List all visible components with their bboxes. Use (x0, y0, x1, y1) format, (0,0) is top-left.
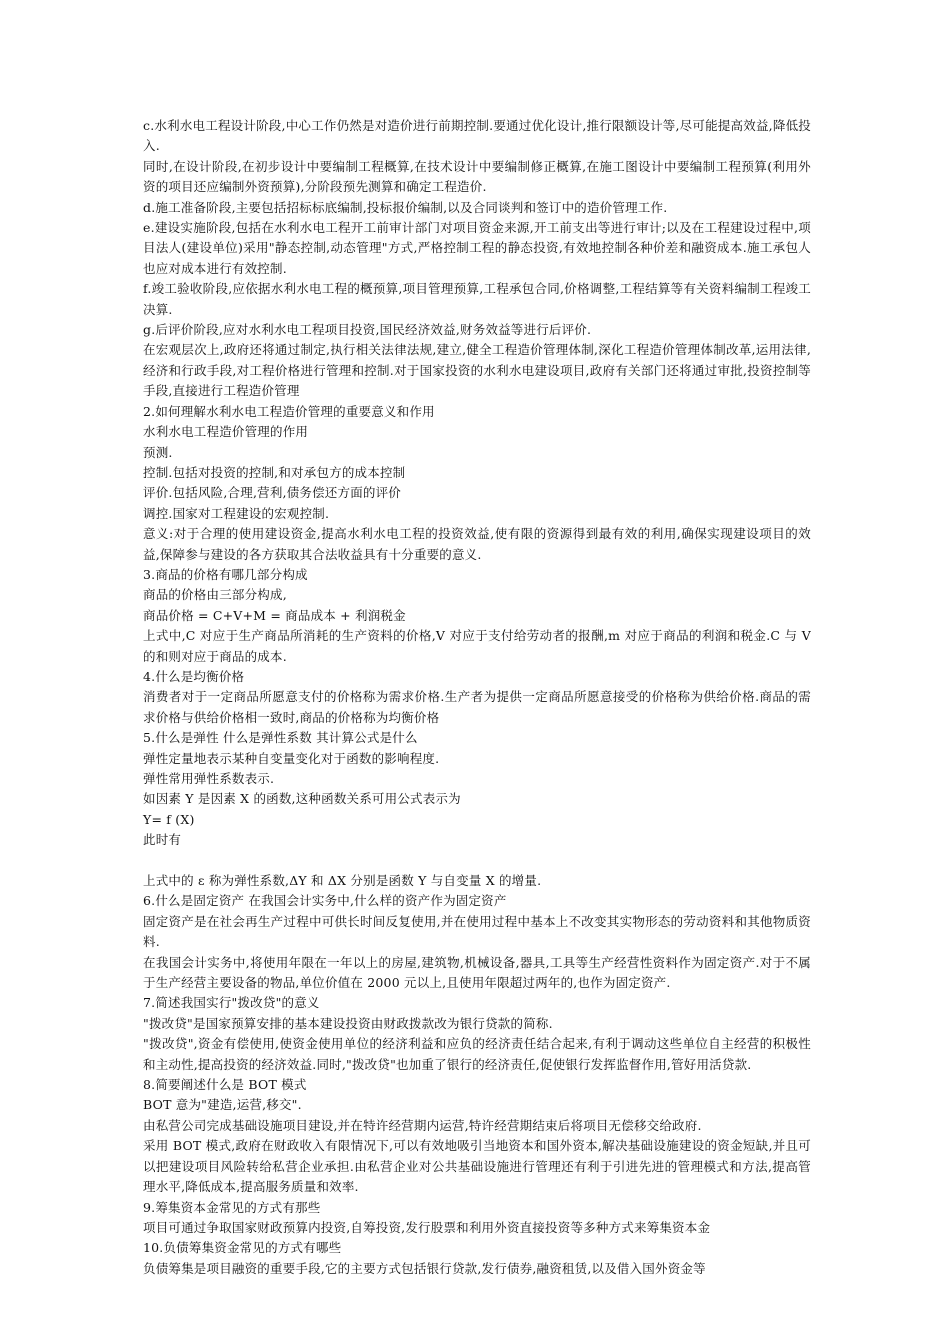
paragraph-preparation-stage: d.施工准备阶段,主要包括招标标底编制,投标报价编制,以及合同谈判和签订中的造价管理工作. (143, 199, 668, 215)
paragraph-design-stage: c.水利水电工程设计阶段,中心工作仍然是对造价进行前期控制.要通过优化设计,推行限额设计等,尽可能提高效益,降低投入. (143, 118, 811, 154)
paragraph-role-title: 水利水电工程造价管理的作用 (143, 424, 309, 440)
paragraph-function-relation: 如因素 Y 是因素 X 的函数,这种函数关系可用公式表示为 (143, 791, 461, 807)
paragraph-bot-meaning: BOT 意为"建造,运营,移交". (143, 1097, 302, 1113)
paragraph-bot-process: 由私营公司完成基础设施项目建设,并在特许经营期内运营,特许经营期结束后将项目无偿移交给政府. (143, 1117, 702, 1133)
heading-question-8: 8.简要阐述什么是 BOT 模式 (143, 1077, 307, 1093)
paragraph-capital-sources: 项目可通过争取国家财政预算内投资,自筹投资,发行股票和利用外资直接投资等多种方式来筹集资本金 (143, 1219, 711, 1235)
paragraph-role-forecast: 预测. (143, 444, 173, 460)
paragraph-completion-stage: f.竣工验收阶段,应依据水利水电工程的概预算,项目管理预算,工程承包合同,价格调整,工程结算等有关资料编制工程竣工决算. (143, 281, 811, 317)
paragraph-function-formula: Y= f (X) (143, 811, 195, 827)
paragraph-role-evaluation: 评价.包括风险,合理,营利,债务偿还方面的评价 (143, 485, 401, 501)
heading-question-6: 6.什么是固定资产 在我国会计实务中,什么样的资产作为固定资产 (143, 893, 507, 909)
paragraph-role-control: 控制.包括对投资的控制,和对承包方的成本控制 (143, 464, 406, 480)
paragraph-fixed-assets-practice: 在我国会计实务中,将使用年限在一年以上的房屋,建筑物,机械设备,器具,工具等生产经营性资料作为固定资产.对于不属于生产经营主要设备的物品,单位价值在 2000 元以上,且使用年限超过两年的,也作为固定资产. (143, 954, 811, 991)
paragraph-bot-advantages: 采用 BOT 模式,政府在财政收入有限情况下,可以有效地吸引当地资本和国外资本,解决基础设施建设的资金短缺,并且可以把建设项目风险转给私营企业承担.由私营企业对公共基础设施进行管理还有利于引进先进的管理模式和方法,提高管理水平,降低成本,提高服务质量和效率. (143, 1138, 811, 1195)
blank-line (143, 851, 811, 871)
paragraph-elasticity-definition: 弹性定量地表示某种自变量变化对于函数的影响程度. (143, 750, 440, 766)
paragraph-debt-financing: 负债筹集是项目融资的重要手段,它的主要方式包括银行贷款,发行债券,融资租赁,以及借入国外资金等 (143, 1260, 706, 1276)
paragraph-role-regulation: 调控.国家对工程建设的宏观控制. (143, 505, 330, 521)
heading-question-5: 5.什么是弹性 什么是弹性系数 其计算公式是什么 (143, 730, 418, 746)
paragraph-elasticity-coefficient: 弹性常用弹性系数表示. (143, 771, 275, 786)
paragraph-implementation-stage: e.建设实施阶段,包括在水利水电工程开工前审计部门对项目资金来源,开工前支出等进行审计;以及在工程建设过程中,项目法人(建设单位)采用"静态控制,动态管理"方式,严格控制工程的静态投资,有效地控制各种价差和融资成本.施工承包人也应对成本进行有效控制. (143, 220, 811, 276)
paragraph-elasticity-symbols: 上式中的 ε 称为弹性系数,ΔY 和 ΔX 分别是函数 Y 与自变量 X 的增量. (143, 873, 542, 889)
paragraph-price-explanation: 上式中,C 对应于生产商品所消耗的生产资料的价格,V 对应于支付给劳动者的报酬,m 对应于商品的利润和税金.C 与 V 的和则对应于商品的成本. (143, 628, 811, 664)
paragraph-price-formula: 商品价格 = C+V+M = 商品成本 + 利润税金 (143, 607, 406, 623)
heading-question-10: 10.负债筹集资金常见的方式有哪些 (143, 1240, 342, 1256)
heading-question-9: 9.筹集资本金常见的方式有那些 (143, 1199, 321, 1215)
paragraph-design-estimates: 同时,在设计阶段,在初步设计中要编制工程概算,在技术设计中要编制修正概算,在施工图设计中要编制工程预算(利用外资的项目还应编制外资预算),分阶段预先测算和确定工程造价. (143, 158, 811, 195)
paragraph-post-evaluation-stage: g.后评价阶段,应对水利水电工程项目投资,国民经济效益,财务效益等进行后评价. (143, 322, 592, 338)
heading-question-4: 4.什么是均衡价格 (143, 668, 245, 684)
heading-question-3: 3.商品的价格有哪几部分构成 (143, 566, 308, 582)
document-body (143, 116, 811, 1279)
paragraph-macro-level: 在宏观层次上,政府还将通过制定,执行相关法律法规,建立,健全工程造价管理体制,深化工程造价管理体制改革,运用法律,经济和行政手段,对工程价格进行管理和控制.对于国家投资的水利水电建设项目,政府有关部门还将通过审批,投资控制等手段,直接进行工程造价管理 (143, 342, 811, 399)
paragraph-fixed-assets-definition: 固定资产是在社会再生产过程中可供长时间反复使用,并在使用过程中基本上不改变其实物形态的劳动资料和其他物质资料. (143, 913, 811, 950)
paragraph-equilibrium-price: 消费者对于一定商品所愿意支付的价格称为需求价格.生产者为提供一定商品所愿意接受的价格称为供给价格.商品的需求价格与供给价格相一致时,商品的价格称为均衡价格 (143, 689, 811, 725)
paragraph-then: 此时有 (143, 832, 182, 848)
paragraph-price-parts: 商品的价格由三部分构成, (143, 587, 287, 603)
paragraph-significance: 意义:对于合理的使用建设资金,提高水利水电工程的投资效益,使有限的资源得到最有效的利用,确保实现建设项目的效益,保障参与建设的各方获取其合法收益具有十分重要的意义. (143, 526, 811, 562)
paragraph-loan-significance: "拨改贷",资金有偿使用,使资金使用单位的经济利益和应负的经济责任结合起来,有利于调动这些单位自主经营的积极性和主动性,提高投资的经济效益.同时,"拨改贷"也加重了银行的经济责任,促使银行发挥监督作用,管好用活贷款. (143, 1036, 811, 1072)
paragraph-loan-definition: "拨改贷"是国家预算安排的基本建设投资由财政拨款改为银行贷款的简称. (143, 1015, 553, 1031)
heading-question-2: 2.如何理解水利水电工程造价管理的重要意义和作用 (143, 403, 435, 419)
heading-question-7: 7.简述我国实行"拨改贷"的意义 (143, 995, 320, 1011)
